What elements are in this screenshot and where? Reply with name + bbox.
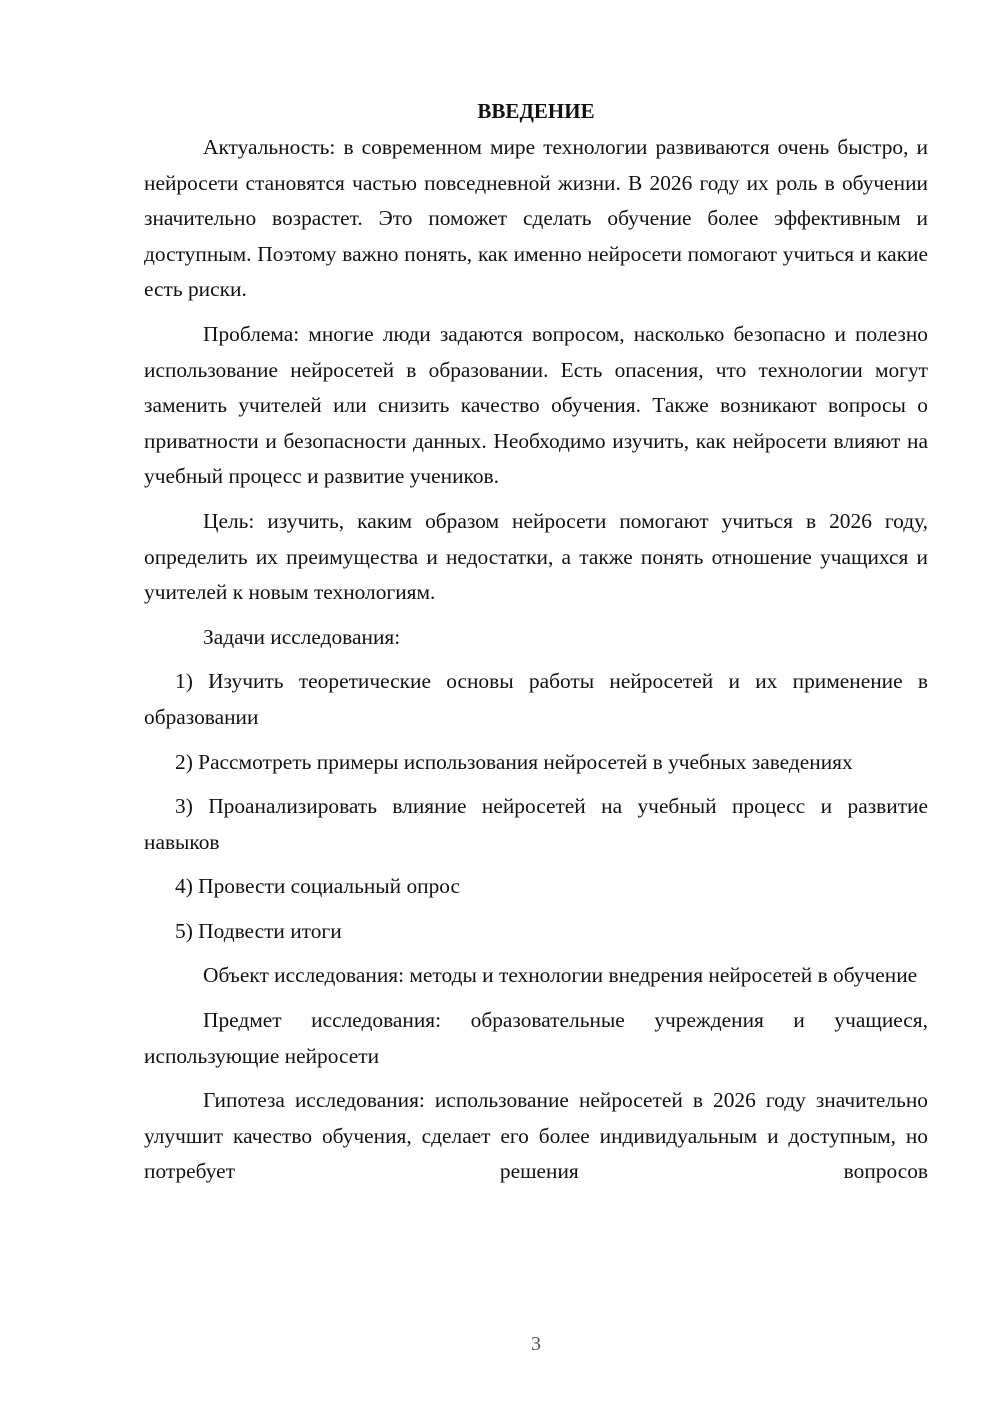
task-item-1: 1) Изучить теоретические основы работы нейросетей и их применение в образовании [144, 669, 928, 729]
relevance-paragraph: Актуальность: в современном мире технологии развиваются очень быстро, и нейросети становятся частью повседневной жизни. В 2026 году их роль в обучении значительно возрастет. Это поможет сделать обучение более эффективным и доступным. Поэтому важно понять, как именно нейросети помогают учиться и какие есть риски. [144, 135, 928, 302]
task-item-3: 3) Проанализировать влияние нейросетей на учебный процесс и развитие навыков [144, 794, 928, 854]
goal-paragraph: Цель: изучить, каким образом нейросети помогают учиться в 2026 году, определить их преимущества и недостатки, а также понять отношение учащихся и учителей к новым технологиям. [144, 508, 928, 605]
page-number: 3 [531, 1333, 541, 1355]
task-item-2: 2) Рассмотреть примеры использования нейросетей в учебных заведениях [175, 749, 853, 774]
subject-paragraph: Предмет исследования: образовательные учреждения и учащиеся, использующие нейросети [144, 1008, 928, 1068]
task-item-4: 4) Провести социальный опрос [175, 874, 461, 899]
document-page [144, 96, 928, 1199]
section-heading: ВВЕДЕНИЕ [477, 99, 595, 123]
task-item-5: 5) Подвести итоги [175, 918, 342, 943]
hypothesis-paragraph: Гипотеза исследования: использование нейросетей в 2026 году значительно улучшит качество обучения, сделает его более индивидуальным и доступным, но потребует решения вопросов [144, 1088, 928, 1184]
problem-paragraph: Проблема: многие люди задаются вопросом, насколько безопасно и полезно использование нейросетей в образовании. Есть опасения, что технологии могут заменить учителей или снизить качество обучения. Также возникают вопросы о приватности и безопасности данных. Необходимо изучить, как нейросети влияют на учебный процесс и развитие учеников. [144, 321, 928, 489]
object-paragraph: Объект исследования: методы и технологии внедрения нейросетей в обучение [203, 963, 918, 988]
tasks-title: Задачи исследования: [203, 624, 401, 649]
